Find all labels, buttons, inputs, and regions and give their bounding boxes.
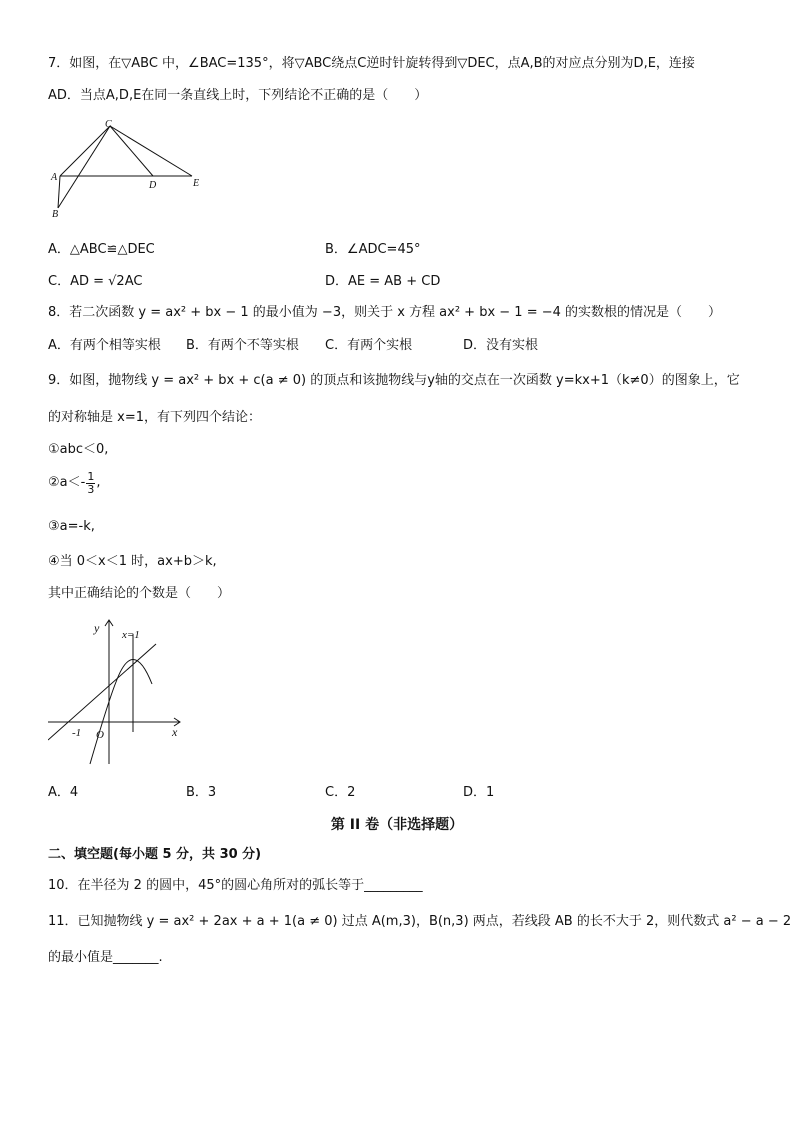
q9-stem-line2: 的对称轴是 x=1，有下列四个结论： [48, 410, 261, 425]
q9-c2-suffix: , [96, 475, 101, 490]
q9-conclusion-1: ①abc＜0, [48, 442, 109, 457]
segment-CD [110, 126, 153, 176]
q9-option-d: D．1 [463, 785, 495, 800]
linear-function-line [48, 644, 156, 740]
q9-parabola-graph [48, 614, 188, 770]
q9-conclusion-2 [48, 466, 100, 500]
part2-heading: 二、填空题(每小题 5 分，共 30 分) [48, 847, 262, 862]
q7-stem-line1: 7．如图，在▽ABC 中，∠BAC=135°，将▽ABC绕点C逆时针旋转得到▽DEC，点A,B的对应点分别为D,E，连接 [48, 56, 695, 71]
q10-text: 10．在半径为 2 的圆中，45°的圆心角所对的弧长等于_________ [48, 878, 423, 893]
section-title: 第 II 卷（非选择题） [330, 817, 464, 833]
q9-c2-prefix: ②a＜- [48, 475, 86, 490]
q8-option-a: A．有两个相等实根 [48, 338, 161, 353]
q9-c2-numerator: 1 [87, 469, 95, 483]
q7-option-b: B．∠ADC=45° [325, 242, 421, 257]
label-B: B [52, 209, 59, 220]
graph-x-label: x [172, 725, 178, 739]
q8-option-d: D．没有实根 [463, 338, 539, 353]
q7-option-a: A．△ABC≌△DEC [48, 242, 155, 257]
q7-option-c: C．AD = √2AC [48, 274, 143, 289]
label-D: D [149, 180, 157, 191]
graph-origin-label: O [96, 729, 104, 741]
graph-y-label: y [94, 621, 100, 635]
q8-option-b: B．有两个不等实根 [186, 338, 299, 353]
segment-BC [58, 126, 110, 208]
q9-stem-line1: 9．如图，抛物线 y = ax² + bx + c(a ≠ 0) 的顶点和该抛物线与y轴的交点在一次函数 y=kx+1（k≠0）的图象上，它 [48, 373, 740, 388]
graph-axis-label: x=1 [122, 629, 140, 641]
label-A: A [51, 172, 58, 183]
q9-c2-fraction [86, 471, 95, 496]
q8-stem: 8．若二次函数 y = ax² + bx − 1 的最小值为 −3，则关于 x 方程 ax² + bx − 1 = −4 的实数根的情况是（ ） [48, 305, 722, 320]
label-E: E [193, 178, 200, 189]
q9-conclusion-4: ④当 0＜x＜1 时，ax+b＞k, [48, 554, 217, 569]
graph-neg-one-label: -1 [72, 727, 82, 739]
q9-option-a: A．4 [48, 785, 79, 800]
q7-stem-line2: AD．当点A,D,E在同一条直线上时，下列结论不正确的是（ ） [48, 88, 428, 103]
q9-c2-denominator: 3 [87, 482, 95, 496]
q11-stem-line2: 的最小值是_______. [48, 950, 163, 965]
segment-AB [58, 176, 60, 208]
q8-option-c: C．有两个实根 [325, 338, 413, 353]
segment-AC [60, 126, 110, 176]
q11-stem-line1: 11．已知抛物线 y = ax² + 2ax + a + 1(a ≠ 0) 过点 A(m,3)，B(n,3) 两点，若线段 AB 的长不大于 2，则代数式 a² − a − 2 [48, 914, 792, 929]
q9-conclusion-3: ③a=-k, [48, 519, 95, 534]
q9-option-c: C．2 [325, 785, 356, 800]
q9-question: 其中正确结论的个数是（ ） [48, 586, 231, 601]
segment-CE [110, 126, 192, 176]
q7-option-d: D．AE = AB + CD [325, 274, 441, 289]
q9-option-b: B．3 [186, 785, 217, 800]
label-C: C [105, 119, 112, 130]
q7-triangle-figure [48, 118, 218, 228]
